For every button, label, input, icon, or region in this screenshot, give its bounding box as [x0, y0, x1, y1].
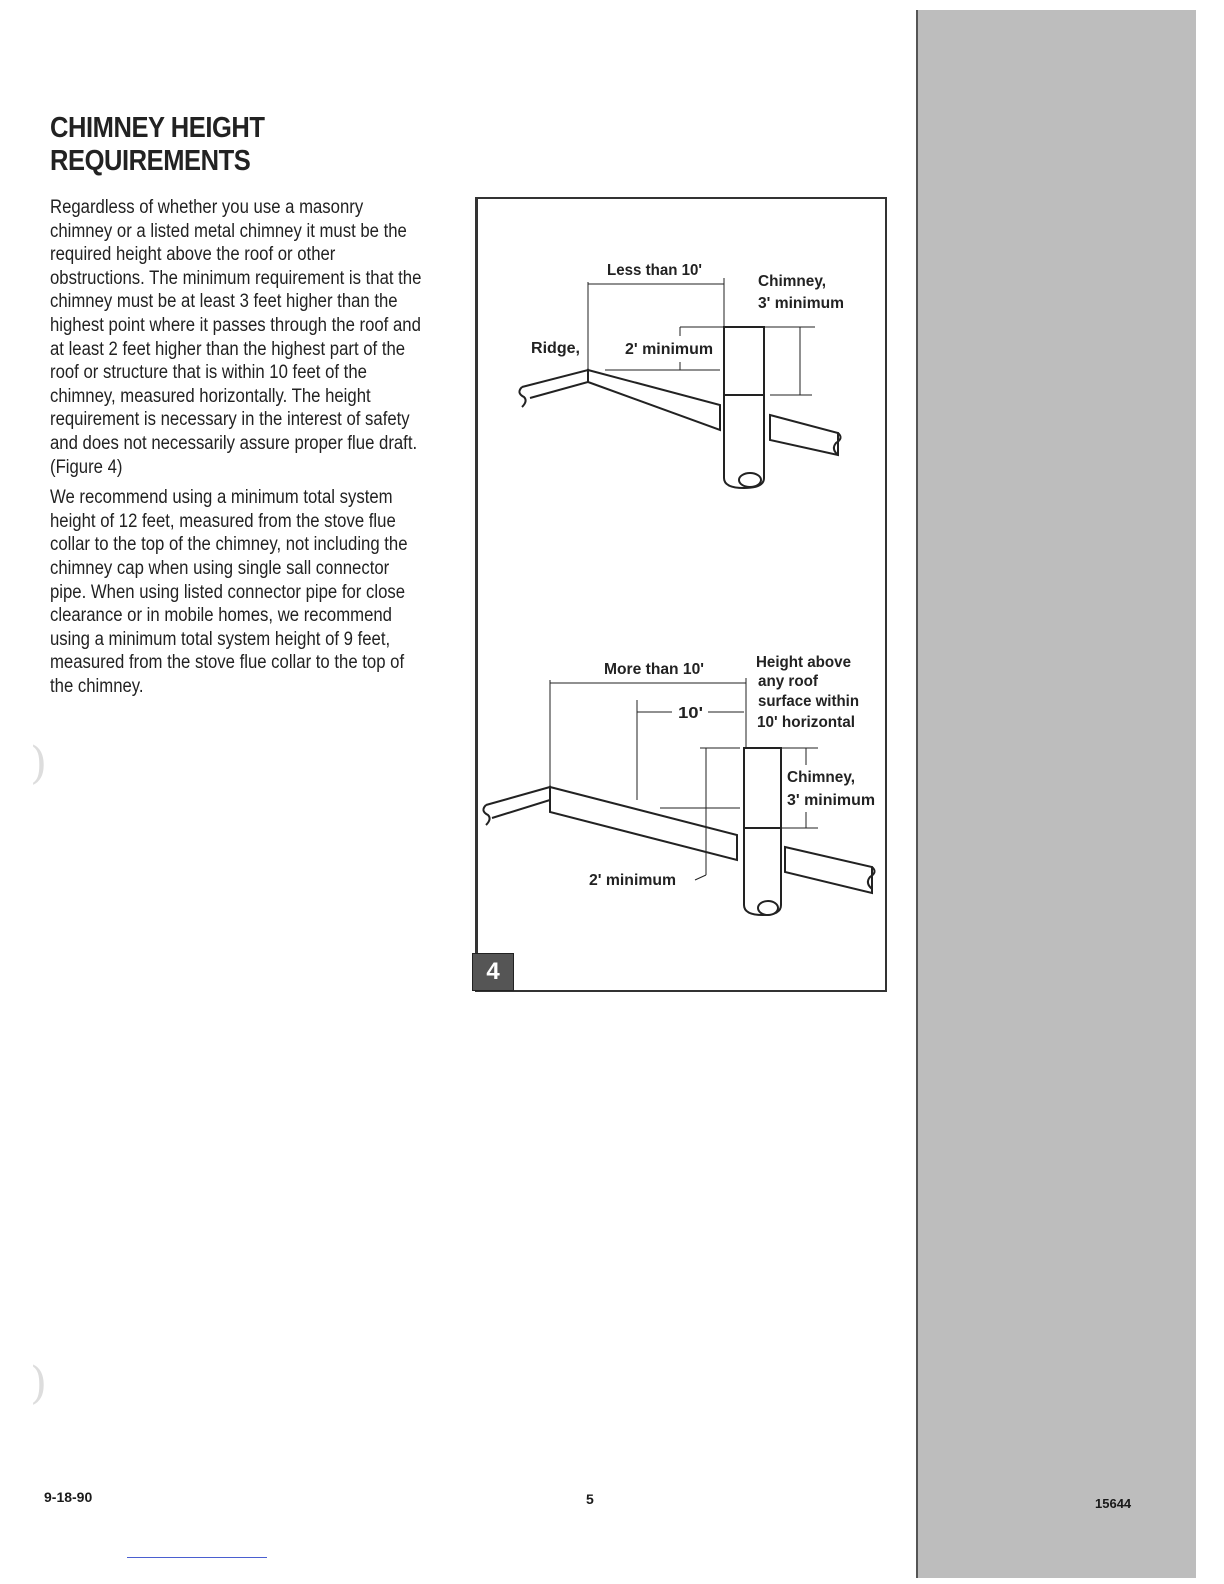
- paragraph: We recommend using a minimum total system height of 12 feet, measured from the stove flue collar to the top of the chimney, not including the chimney cap when using single sall connector pipe. When using listed connector pipe for close clearance or in mobile homes, we recommend using a minimum total system height of 9 feet, measured from the stove flue collar to the top of the chimney.: [50, 487, 408, 697]
- label-2ft-min-top: 2' minimum: [625, 341, 713, 358]
- label-ridge: Ridge,: [531, 340, 580, 357]
- bottom-chimney-flue: [758, 901, 778, 915]
- top-roof-left-slope: [522, 370, 588, 398]
- bottom-link-line: [127, 1557, 267, 1558]
- label-chimney-bottom: Chimney,: [787, 769, 855, 786]
- label-10ft: 10': [678, 705, 703, 722]
- top-roof-left-break: [519, 387, 525, 407]
- paragraph: Regardless of whether you use a masonry chimney or a listed metal chimney it must be the required height above the roof or other obstructions. The minimum requirement is that the chimney must be at least 3 feet higher than the highest point where it passes through the roof and at least 2 feet higher than the highest part of the roof or structure that is within 10 feet of the chimney, measured horizontally. The height requirement is necessary in the interest of safety and does not necessarily assure proper flue draft. (Figure 4): [50, 197, 422, 478]
- title-line-2: REQUIREMENTS: [50, 145, 251, 177]
- label-more-than-10: More than 10': [604, 661, 704, 678]
- footer-date: 9-18-90: [44, 1489, 93, 1505]
- label-height-above-2: any roof: [758, 673, 819, 690]
- top-roof-right-segment: [770, 415, 838, 455]
- top-chimney: [724, 327, 764, 488]
- label-2ft-min-bottom: 2' minimum: [589, 872, 676, 889]
- footer-page-number: 5: [586, 1491, 594, 1507]
- footer-doc-code: 15644: [1095, 1496, 1132, 1511]
- label-3ft-min-bottom: 3' minimum: [787, 792, 875, 809]
- label-height-above-3: surface within: [758, 693, 859, 710]
- figure-number-badge: 4: [472, 953, 514, 991]
- title-line-1: CHIMNEY HEIGHT: [50, 112, 265, 144]
- label-chimney-top: Chimney,: [758, 273, 826, 290]
- bottom-chimney: [744, 748, 781, 915]
- bottom-roof-left-slope: [486, 787, 550, 818]
- label-less-than-10: Less than 10': [607, 262, 702, 279]
- bottom-roof-right-segment: [785, 847, 872, 893]
- margin-bracket-mark: ): [30, 1358, 48, 1409]
- margin-bracket-mark: ): [30, 738, 48, 789]
- label-3ft-min-top: 3' minimum: [758, 295, 844, 312]
- bottom-roof-right-slope: [550, 787, 737, 860]
- top-roof-right-slope: [588, 370, 720, 430]
- top-chimney-flue: [739, 473, 761, 487]
- label-height-above-1: Height above: [756, 654, 852, 671]
- label-height-above-4: 10' horizontal: [757, 714, 855, 731]
